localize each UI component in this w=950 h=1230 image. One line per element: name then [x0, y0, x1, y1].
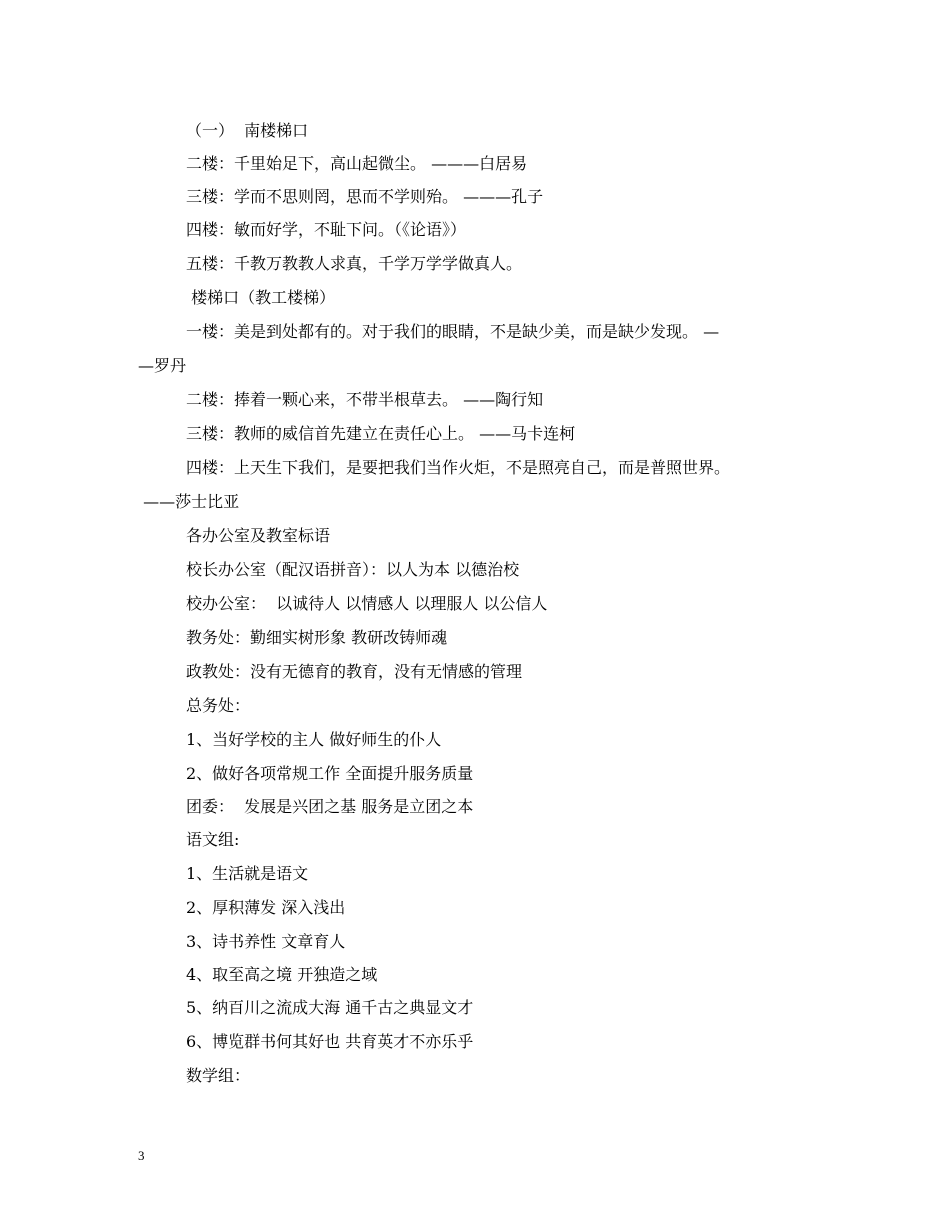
- text-line: 一楼：美是到处都有的。对于我们的眼睛，不是缺少美，而是缺少发现。 —: [186, 322, 720, 341]
- text-line: 1、生活就是语文: [186, 864, 309, 883]
- text-line: —罗丹: [138, 356, 187, 375]
- text-line: 2、厚积薄发 深入浅出: [186, 898, 346, 917]
- text-line: 团委： 发展是兴团之基 服务是立团之本: [186, 797, 474, 816]
- text-line: ——莎士比亚: [138, 492, 240, 511]
- text-line: 教务处：勤细实树形象 教研改铸师魂: [186, 628, 448, 647]
- text-line: 1、当好学校的主人 做好师生的仆人: [186, 730, 442, 749]
- text-line: 5、纳百川之流成大海 通千古之典显文才: [186, 998, 474, 1017]
- text-line: 各办公室及教室标语: [186, 526, 331, 545]
- text-line: 数学组：: [186, 1066, 251, 1085]
- text-line: 2、做好各项常规工作 全面提升服务质量: [186, 764, 474, 783]
- text-line: 四楼：敏而好学，不耻下问。（《论语》）: [186, 220, 467, 239]
- text-line: 五楼：千教万教教人求真，千学万学学做真人。: [186, 254, 523, 273]
- text-line: 三楼：学而不思则罔，思而不学则殆。 ———孔子: [186, 187, 544, 206]
- text-line: 总务处：: [186, 696, 251, 715]
- text-line: 政教处：没有无德育的教育，没有无情感的管理: [186, 662, 523, 681]
- text-line: 校办公室： 以诚待人 以情感人 以理服人 以公信人: [186, 594, 548, 613]
- text-line: 语文组:: [186, 830, 240, 849]
- text-line: （一） 南楼梯口: [186, 121, 309, 140]
- text-line: 四楼：上天生下我们，是要把我们当作火炬，不是照亮自己，而是普照世界。: [186, 458, 731, 477]
- page-number: 3: [138, 1148, 145, 1163]
- text-line: 二楼：千里始足下，高山起微尘。 ———白居易: [186, 154, 528, 173]
- text-line: 校长办公室（配汉语拼音）：以人为本 以德治校: [186, 560, 520, 579]
- text-line: 二楼：捧着一颗心来，不带半根草去。 ——陶行知: [186, 390, 544, 409]
- text-line: 3、诗书养性 文章育人: [186, 932, 346, 951]
- text-line: 6、博览群书何其好也 共育英才不亦乐乎: [186, 1032, 474, 1051]
- text-line: 三楼：教师的威信首先建立在责任心上。 ——马卡连柯: [186, 424, 576, 443]
- text-line: 楼梯口（教工楼梯）: [186, 288, 336, 307]
- text-line: 4、取至高之境 开独造之域: [186, 965, 378, 984]
